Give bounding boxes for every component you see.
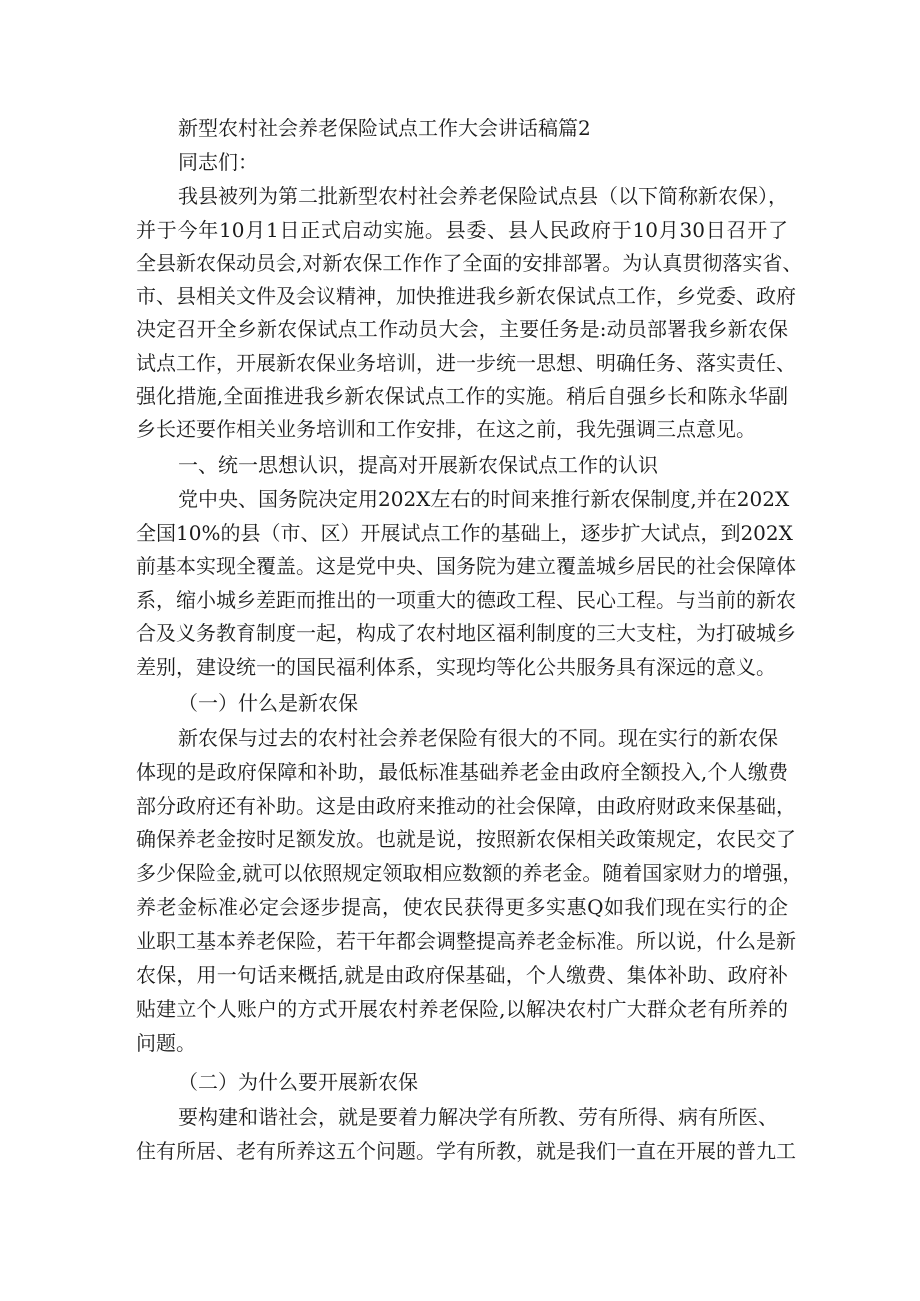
paragraph-line: 问题。	[136, 1031, 196, 1055]
paragraph-line: 新农保与过去的农村社会养老保险有很大的不同。现在实行的新农保	[178, 726, 778, 750]
paragraph-line: 合及义务教育制度一起，构成了农村地区福利制度的三大支柱，为打破城乡	[136, 621, 796, 645]
subsection-heading: （一）什么是新农保	[178, 691, 358, 715]
paragraph-line: 业职工基本养老保险，若干年都会调整提高养老金标准。所以说，什么是新	[136, 929, 796, 953]
paragraph-line: 决定召开全乡新农保试点工作动员大会，主要任务是:动员部署我乡新农保	[136, 317, 788, 341]
paragraph-line: 部分政府还有补助。这是由政府来推动的社会保障，由政府财政来保基础，	[136, 794, 796, 818]
paragraph-line: 要构建和谐社会，就是要着力解决学有所教、劳有所得、病有所医、	[178, 1105, 778, 1129]
paragraph-line: 我县被列为第二批新型农村社会养老保险试点县（以下简称新农保），	[178, 184, 788, 208]
document-title: 新型农村社会养老保险试点工作大会讲话稿篇2	[178, 116, 591, 140]
paragraph-line: 试点工作，开展新农保业务培训，进一步统一思想、明确任务、落实责任、	[136, 351, 796, 375]
paragraph-line: 确保养老金按时足额发放。也就是说，按照新农保相关政策规定，农民交了	[136, 827, 796, 851]
paragraph-line: 全国10%的县（市、区）开展试点工作的基础上，逐步扩大试点，到202X	[136, 521, 793, 545]
paragraph-line: 差别，建设统一的国民福利体系，实现均等化公共服务具有深远的意义。	[136, 655, 776, 679]
paragraph-line: 养老金标准必定会逐步提高，使农民获得更多实惠Q如我们现在实行的企	[136, 895, 788, 919]
paragraph-line: 市、县相关文件及会议精神，加快推进我乡新农保试点工作，乡党委、政府	[136, 284, 796, 308]
paragraph-line: 贴建立个人账户的方式开展农村养老保险,以解决农村广大群众老有所养的	[136, 997, 788, 1021]
paragraph-line: 多少保险金,就可以依照规定领取相应数额的养老金。随着国家财力的增强，	[136, 861, 803, 885]
subsection-heading: （二）为什么要开展新农保	[178, 1070, 418, 1094]
paragraph-line: 并于今年10月1日正式启动实施。县委、县人民政府于10月30日召开了	[136, 218, 788, 242]
paragraph-line: 住有所居、老有所养这五个问题。学有所教，就是我们一直在开展的普九工	[136, 1139, 796, 1163]
salutation: 同志们：	[178, 150, 258, 174]
paragraph-line: 全县新农保动员会,对新农保工作作了全面的安排部署。为认真贯彻落实省、	[136, 251, 803, 275]
paragraph-line: 系，缩小城乡差距而推出的一项重大的德政工程、民心工程。与当前的新农	[136, 588, 796, 612]
paragraph-line: 强化措施,全面推进我乡新农保试点工作的实施。稍后自强乡长和陈永华副	[136, 384, 788, 408]
paragraph-line: 乡长还要作相关业务培训和工作安排，在这之前，我先强调三点意见。	[136, 417, 756, 441]
paragraph-line: 前基本实现全覆盖。这是党中央、国务院为建立覆盖城乡居民的社会保障体	[136, 554, 796, 578]
paragraph-line: 体现的是政府保障和补助，最低标准基础养老金由政府全额投入,个人缴费	[136, 760, 788, 784]
paragraph-line: 党中央、国务院决定用202X左右的时间来推行新农保制度,并在202X	[178, 487, 790, 511]
section-heading: 一、统一思想认识，提高对开展新农保试点工作的认识	[178, 453, 658, 477]
paragraph-line: 农保，用一句话来概括,就是由政府保基础，个人缴费、集体补助、政府补	[136, 963, 788, 987]
